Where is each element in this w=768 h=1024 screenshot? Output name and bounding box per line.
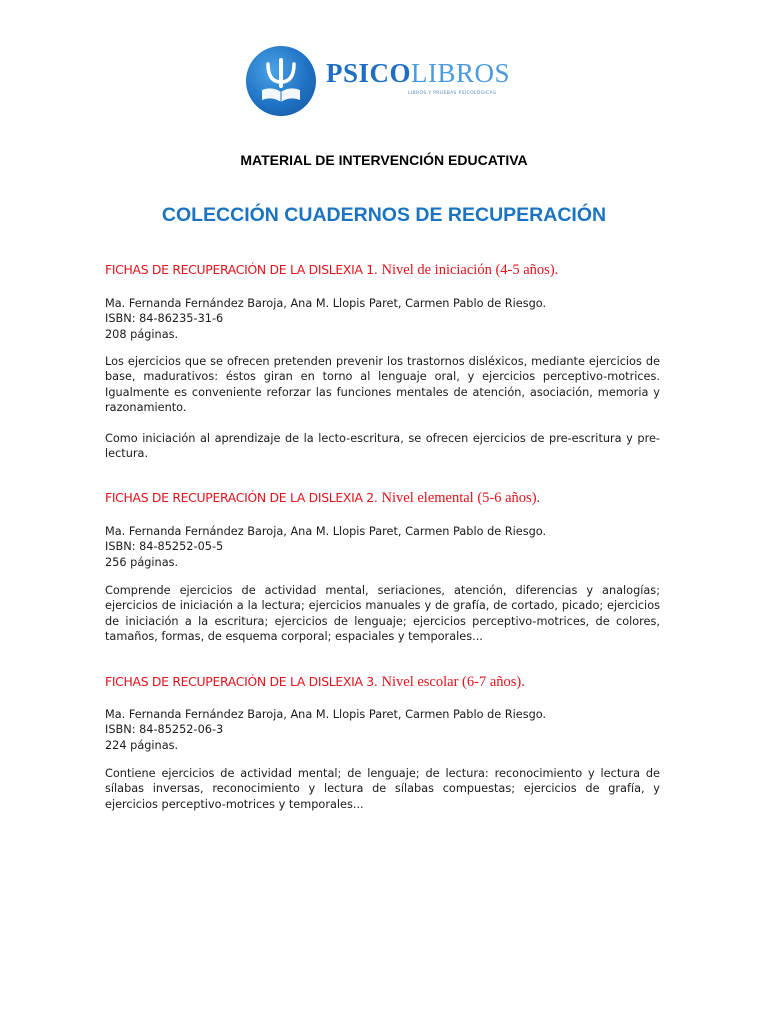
authors: Ma. Fernanda Fernández Baroja, Ana M. Llopis Paret, Carmen Pablo de Riesgo. (105, 525, 547, 538)
section-title: FICHAS DE RECUPERACIÓN DE LA DISLEXIA 1. Nivel de iniciación (4-5 años). (105, 262, 559, 278)
section-paragraph: Como iniciación al aprendizaje de la lecto-escritura, se ofrecen ejercicios de pre-escritura y pre-lectura. (105, 432, 660, 461)
section-paragraph: Comprende ejercicios de actividad mental, seriaciones, atención, diferencias y analogías; ejercicios de iniciación a la lectura; ejercicios manuales y de grafía, de cortado, picado; ejercicios de iniciación a la escritura; ejercicios de lenguaje; ejercicios perceptivo-motrices, de colores, tamaños, formas, de esquema corporal; espaciales y temporales... (105, 584, 660, 643)
authors: Ma. Fernanda Fernández Baroja, Ana M. Llopis Paret, Carmen Pablo de Riesgo. (105, 297, 547, 310)
section-meta (105, 524, 546, 570)
authors: Ma. Fernanda Fernández Baroja, Ana M. Llopis Paret, Carmen Pablo de Riesgo. (105, 708, 547, 721)
psi-book-logo-icon (246, 46, 316, 116)
psicolibros-logo (246, 46, 524, 116)
section-title: FICHAS DE RECUPERACIÓN DE LA DISLEXIA 3. Nivel escolar (6-7 años). (105, 674, 525, 690)
logo-wordmark: PSICOLIBROS (326, 58, 511, 88)
section-paragraph: Los ejercicios que se ofrecen pretenden prevenir los trastornos disléxicos, mediante ejercicios de base, madurativos: éstos giran en torno al lenguaje oral, y ejercicios perceptivo-motrices. Igualmente es conveniente reforzar las funciones mentales de atención, asociación, memoria y razonamiento. (105, 355, 660, 414)
page-count: 256 páginas. (105, 555, 179, 569)
isbn: ISBN: 84-85252-05-5 (105, 540, 224, 554)
isbn: ISBN: 84-86235-31-6 (105, 312, 224, 326)
section-meta (105, 296, 546, 342)
collection-title: COLECCIÓN CUADERNOS DE RECUPERACIÓN (161, 204, 607, 226)
page-count: 224 páginas. (105, 738, 179, 752)
page-count: 208 páginas. (105, 327, 179, 341)
section-title: FICHAS DE RECUPERACIÓN DE LA DISLEXIA 2. Nivel elemental (5-6 años). (105, 490, 541, 506)
section-paragraph: Contiene ejercicios de actividad mental; de lenguaje; de lectura: reconocimiento y lectura de sílabas inversas, reconocimiento y lectura de sílabas compuestas; ejercicios de grafía, y ejercicios perceptivo-motrices y temporales... (105, 767, 660, 811)
isbn: ISBN: 84-85252-06-3 (105, 723, 224, 737)
logo-tagline: LIBROS Y PRUEBAS PSICOLÓGICAS (408, 91, 497, 96)
document-heading: MATERIAL DE INTERVENCIÓN EDUCATIVA (240, 152, 528, 168)
section-meta (105, 707, 546, 753)
